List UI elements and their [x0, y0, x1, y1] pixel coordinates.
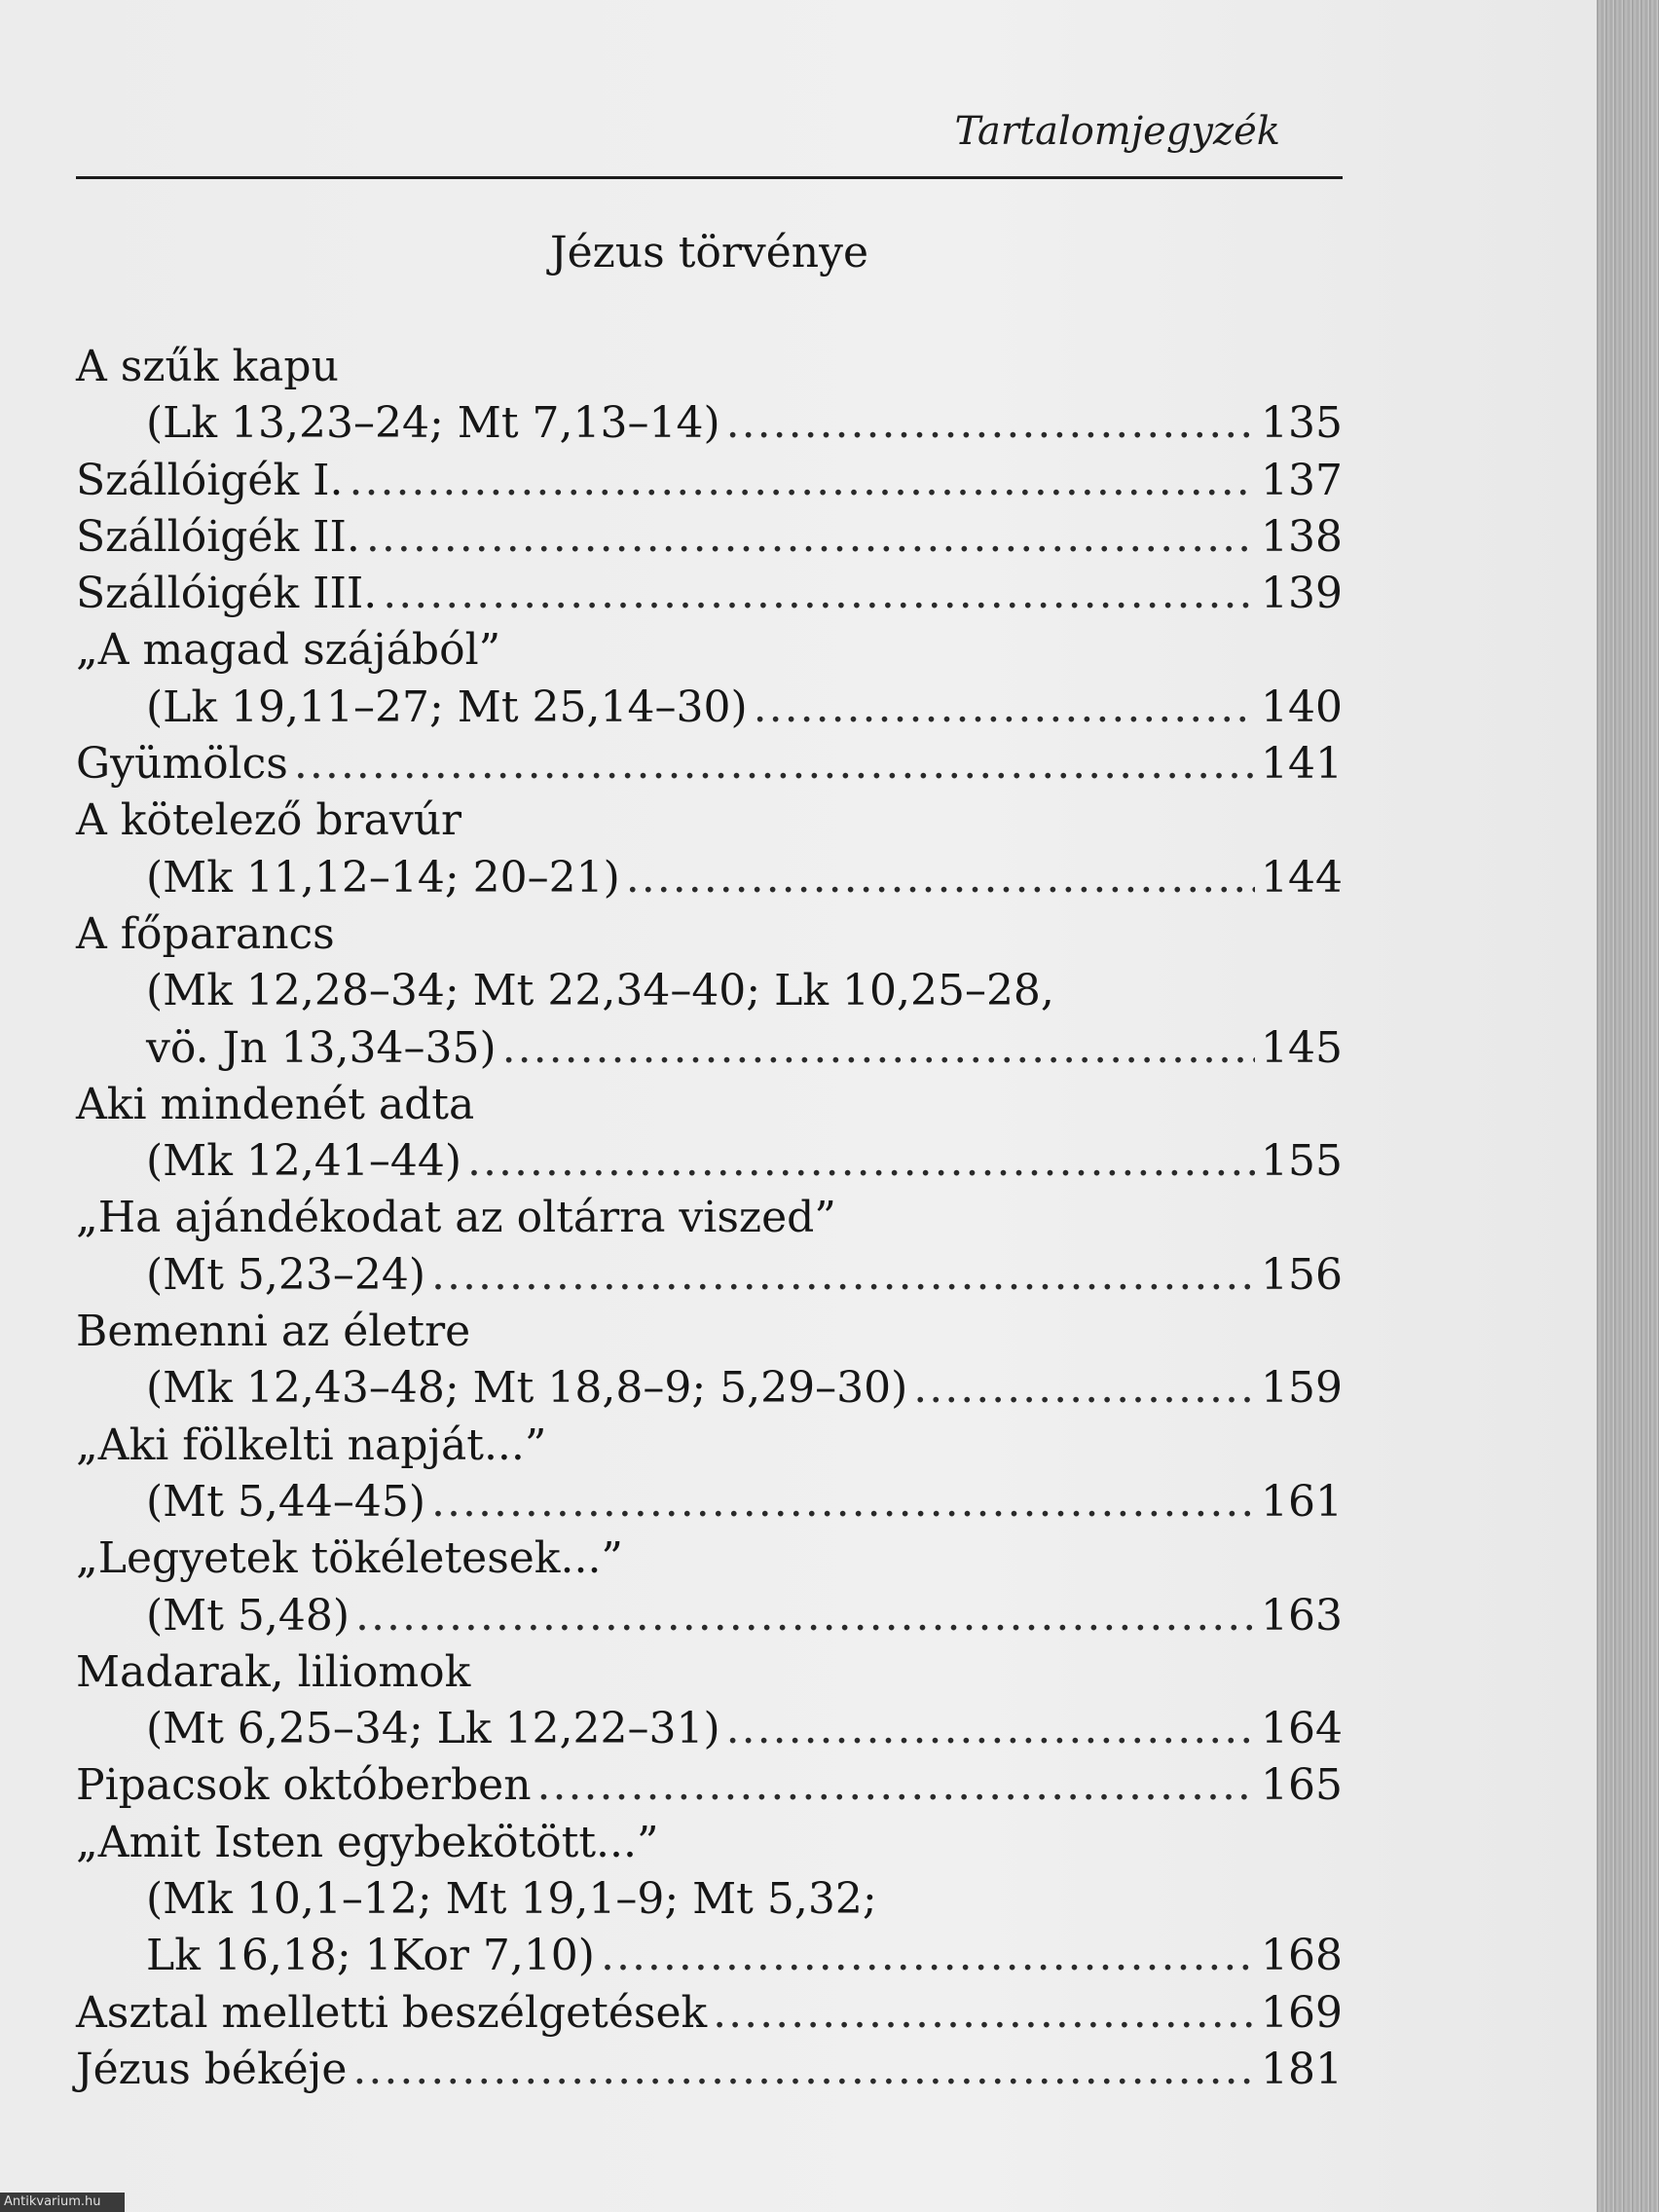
toc-entry-page: 144: [1261, 852, 1343, 903]
toc-entry-title: (Mk 12,43–48; Mt 18,8–9; 5,29–30): [146, 1363, 908, 1414]
toc-entry-title: „Legyetek tökéletesek...”: [76, 1533, 623, 1584]
toc-entry: [76, 1474, 1343, 1530]
toc-entry-title: Szállóigék II.: [76, 511, 360, 562]
toc-entry: [76, 1928, 1343, 1984]
toc-entry-title: Lk 16,18; 1Kor 7,10): [146, 1931, 595, 1981]
toc-entry: [76, 736, 1343, 793]
leader-dots: [537, 1757, 1255, 1814]
toc-entry: [76, 1418, 1343, 1474]
toc-entry-title: Madarak, liliomok: [76, 1646, 471, 1697]
toc-entry-title: (Mk 10,1–12; Mt 19,1–9; Mt 5,32;: [146, 1874, 877, 1925]
toc-entry-page: 135: [1261, 398, 1343, 449]
toc-entry-title: Aki mindenét adta: [76, 1079, 475, 1129]
toc-entry-page: 181: [1261, 2044, 1343, 2094]
toc-entry-title: Szállóigék III.: [76, 569, 378, 619]
toc-entry-title: (Mk 12,41–44): [146, 1136, 461, 1187]
leader-dots: [601, 1928, 1255, 1984]
toc-entry-title: A szűk kapu: [76, 342, 339, 391]
leader-dots: [294, 736, 1255, 793]
leader-dots: [431, 1474, 1255, 1530]
toc-entry-title: (Mt 5,44–45): [146, 1476, 426, 1527]
page-edge: [1597, 0, 1659, 2212]
toc-entry-page: 141: [1261, 739, 1343, 790]
toc-entry-title: (Lk 13,23–24; Mt 7,13–14): [146, 398, 720, 449]
toc-entry: [76, 1247, 1343, 1304]
toc-entry-title: (Mt 5,23–24): [146, 1249, 426, 1300]
toc-entry-page: 165: [1261, 1760, 1343, 1811]
toc-entry: [76, 1304, 1343, 1360]
toc-entry-page: 164: [1261, 1704, 1343, 1754]
toc-entry-title: „A magad szájából”: [76, 625, 501, 676]
toc-entry: [76, 1360, 1343, 1417]
toc-entry: [76, 680, 1343, 736]
running-head: Tartalomjegyzék: [954, 109, 1280, 154]
toc-entry: [76, 453, 1343, 509]
toc-entry: [76, 1133, 1343, 1190]
leader-dots: [726, 395, 1255, 452]
toc-entry: [76, 1871, 1343, 1928]
toc-entry: [76, 1530, 1343, 1587]
leader-dots: [726, 1701, 1255, 1757]
toc-entry: [76, 566, 1343, 622]
toc-entry: [76, 850, 1343, 906]
table-of-contents: [76, 339, 1343, 2098]
toc-entry-title: Pipacsok októberben: [76, 1760, 532, 1811]
toc-entry: [76, 1644, 1343, 1701]
leader-dots: [467, 1133, 1255, 1190]
leader-dots: [626, 850, 1255, 906]
toc-entry-title: (Mt 5,48): [146, 1590, 350, 1641]
toc-entry-page: 137: [1261, 455, 1343, 505]
toc-entry: [76, 395, 1343, 452]
toc-entry-title: Jézus békéje: [76, 2044, 348, 2094]
toc-entry-title: A kötelező bravúr: [76, 795, 462, 846]
leader-dots: [431, 1247, 1255, 1304]
toc-entry-title: „Amit Isten egybekötött...”: [76, 1817, 659, 1867]
toc-entry-title: A főparancs: [76, 908, 335, 959]
toc-entry: [76, 339, 1343, 395]
toc-entry: [76, 1701, 1343, 1757]
toc-entry-title: Bemenni az életre: [76, 1307, 471, 1357]
toc-entry: [76, 1985, 1343, 2042]
toc-entry-title: (Mk 12,28–34; Mt 22,34–40; Lk 10,25–28,: [146, 966, 1054, 1016]
toc-entry-title: Gyümölcs: [76, 739, 288, 790]
toc-entry: [76, 1077, 1343, 1133]
toc-entry: [76, 622, 1343, 679]
toc-entry-title: (Mt 6,25–34; Lk 12,22–31): [146, 1704, 720, 1754]
toc-entry: [76, 906, 1343, 963]
toc-entry-title: (Mk 11,12–14; 20–21): [146, 852, 620, 903]
toc-entry-page: 159: [1261, 1363, 1343, 1414]
toc-entry: [76, 793, 1343, 849]
toc-entry-title: Szállóigék I.: [76, 455, 344, 505]
toc-entry-title: vö. Jn 13,34–35): [146, 1022, 497, 1073]
toc-entry-page: 156: [1261, 1249, 1343, 1300]
toc-entry-page: 168: [1261, 1931, 1343, 1981]
leader-dots: [366, 509, 1255, 566]
toc-entry-page: 161: [1261, 1476, 1343, 1527]
toc-entry-title: „Ha ajándékodat az oltárra viszed”: [76, 1193, 836, 1243]
toc-entry: [76, 509, 1343, 566]
toc-entry: [76, 1757, 1343, 1814]
toc-entry: [76, 1190, 1343, 1246]
leader-dots: [349, 453, 1255, 509]
toc-entry: [76, 1815, 1343, 1871]
toc-entry-page: 169: [1261, 1987, 1343, 2038]
toc-entry-page: 163: [1261, 1590, 1343, 1641]
toc-entry-title: „Aki fölkelti napját...”: [76, 1419, 547, 1470]
leader-dots: [754, 680, 1255, 736]
toc-entry-page: 138: [1261, 511, 1343, 562]
leader-dots: [383, 566, 1255, 622]
toc-entry-page: 145: [1261, 1022, 1343, 1073]
toc-entry-title: Asztal melletti beszélgetések: [76, 1987, 708, 2038]
header-rule: [76, 176, 1343, 179]
leader-dots: [355, 1588, 1255, 1644]
toc-entry-page: 139: [1261, 569, 1343, 619]
leader-dots: [713, 1985, 1255, 2042]
toc-entry: [76, 2042, 1343, 2098]
leader-dots: [913, 1360, 1255, 1417]
leader-dots: [352, 2042, 1255, 2098]
toc-entry-page: 155: [1261, 1136, 1343, 1187]
toc-entry: [76, 963, 1343, 1019]
watermark: Antikvarium.hu: [0, 2193, 125, 2212]
leader-dots: [502, 1020, 1255, 1077]
toc-entry-page: 140: [1261, 682, 1343, 732]
toc-entry: [76, 1020, 1343, 1077]
toc-entry: [76, 1588, 1343, 1644]
section-title: Jézus törvénye: [549, 228, 869, 277]
toc-entry-title: (Lk 19,11–27; Mt 25,14–30): [146, 682, 748, 732]
